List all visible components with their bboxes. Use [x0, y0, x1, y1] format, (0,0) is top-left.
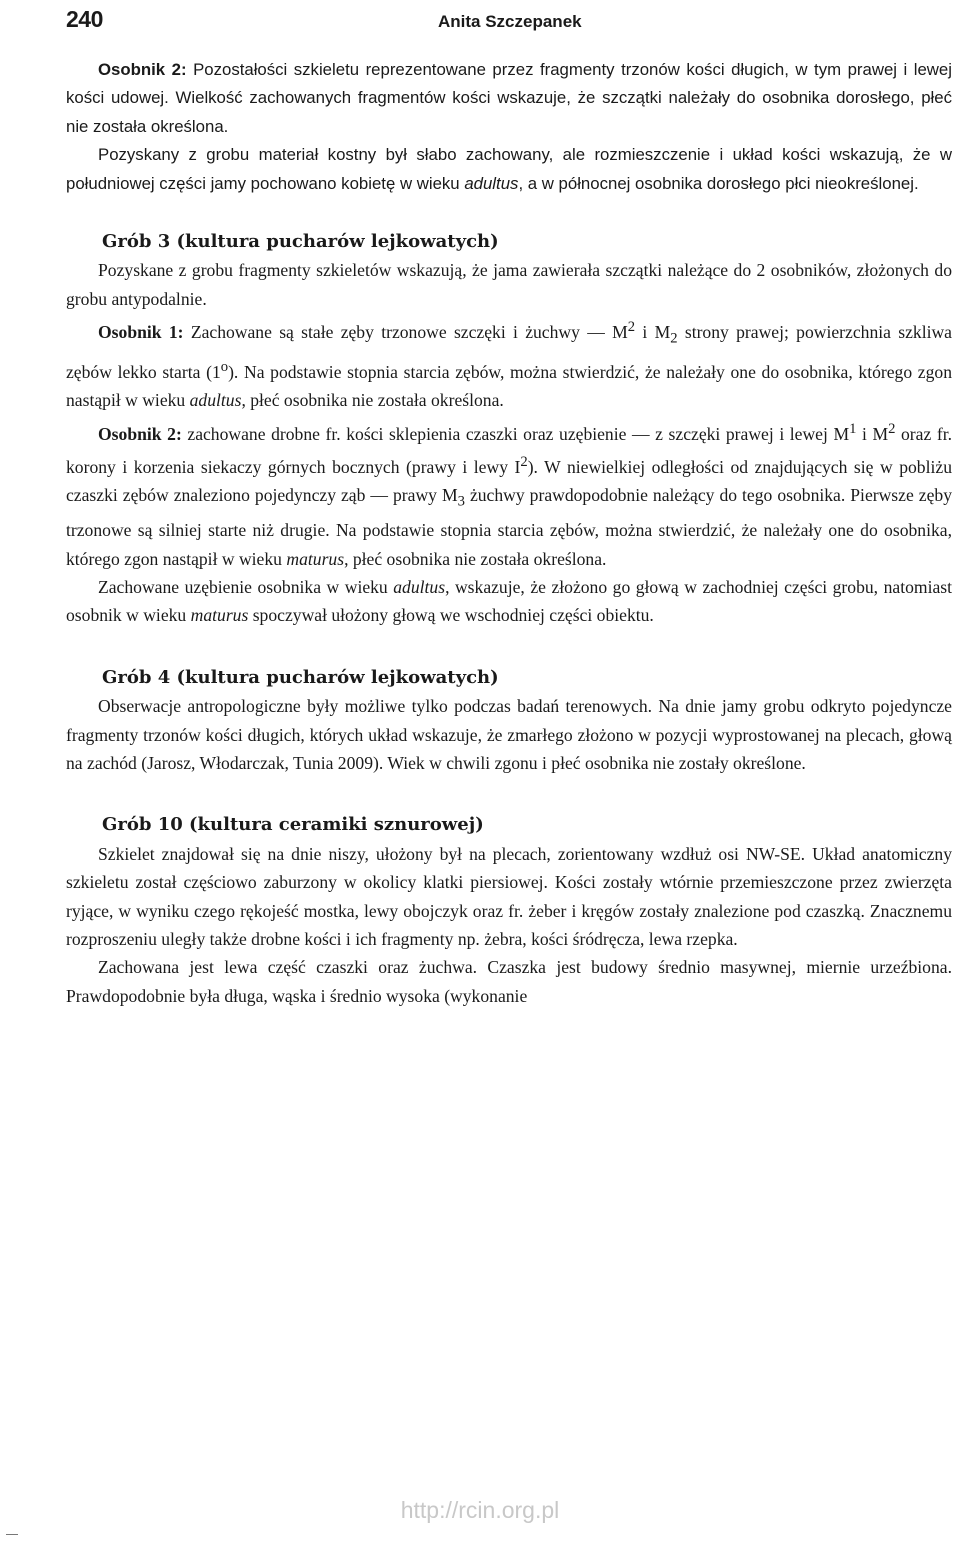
paragraph-text: i M: [635, 322, 671, 343]
page-number: 240: [66, 6, 103, 32]
paragraph-text: Zachowane uzębienie osobnika w wieku: [98, 576, 394, 597]
paragraph: [66, 415, 952, 573]
article-body: [66, 56, 952, 1010]
paragraph-text: żuchwy prawdopodobnie należący do tego osobnika. Pierwsze zęby trzonowe są silniej starte niż drugie. Na podstawie stopnia starcia zębów, można stwierdzić, że należały one do osobnika, którego zgon nastąpił w wieku: [66, 485, 952, 569]
paragraph: [66, 141, 952, 198]
superscript: 2: [520, 453, 528, 470]
paragraph: [66, 56, 952, 141]
footer-url: http://rcin.org.pl: [400, 1497, 560, 1523]
superscript: 2: [627, 319, 636, 336]
paragraph: Obserwacje antropologiczne były możliwe tylko podczas badań terenowych. Na dnie jamy grobu odkryto pojedyncze fragmenty trzonów kości długich, których układ wskazuje, że zmarłego złożono w pozycji wyprostowanej na plecach, głową na zachód (Jarosz, Włodarczak, Tunia 2009). Wiek w chwili zgonu i płeć osobnika nie zostały określone.: [66, 696, 952, 773]
section-individual-2-prev: [66, 56, 952, 198]
age-term: maturus: [286, 548, 345, 569]
paragraph-text: , a w północnej osobnika dorosłego płci nieokreślonej.: [518, 173, 919, 193]
paragraph-text: zachowane drobne fr. kości sklepienia czaszki oraz uzębienie — z szczęki prawej i lewej M: [181, 423, 850, 444]
paragraph-text: , płeć osobnika nie została określona.: [344, 548, 607, 569]
paragraph-text: spoczywał ułożony głową we wschodniej części obiektu.: [248, 605, 654, 626]
paragraph-text: oraz fr. korony i korzenia siekaczy górnych bocznych (prawy i lewy I: [66, 423, 952, 477]
running-author: Anita Szczepanek: [438, 12, 582, 31]
individual-label: Osobnik 2:: [98, 60, 187, 79]
section-grave-10: [66, 811, 952, 1010]
paragraph-text: , płeć osobnika nie została określona.: [241, 390, 504, 411]
paragraph: [66, 573, 952, 630]
paragraph-text: Zachowane są stałe zęby trzonowe szczęki i żuchwy — M: [183, 322, 628, 343]
section-heading: Grób 4 (kultura pucharów lejkowatych): [102, 666, 499, 688]
subscript: 2: [670, 330, 678, 347]
superscript: 2: [888, 420, 896, 437]
paragraph-text: strony prawej; powierzchnia szkliwa zębów lekko starta (1: [66, 322, 952, 382]
section-grave-3: [66, 228, 952, 630]
paragraph-text: i M: [856, 423, 889, 444]
section-heading: Grób 10 (kultura ceramiki sznurowej): [102, 814, 484, 836]
age-term: adultus: [393, 576, 446, 597]
paragraph-text: Pozostałości szkieletu reprezentowane przez fragmenty trzonów kości długich, w tym prawej i lewej kości udowej. Wielkość zachowanych fragmentów kości wskazuje, że szczątki należały do osobnika dorosłego, płeć nie została określona.: [66, 60, 952, 136]
age-term: adultus: [189, 390, 242, 411]
superscript: o: [220, 359, 229, 376]
individual-label: Osobnik 1:: [98, 322, 184, 343]
paragraph: Zachowana jest lewa część czaszki oraz żuchwa. Czaszka jest budowy średnio masywnej, miernie urzeźbiona. Prawdopodobnie była długa, wąska i średnio wysoka (wykonanie: [66, 957, 952, 1006]
paragraph: Szkielet znajdował się na dnie niszy, ułożony był na plecach, zorientowany wzdłuż osi NW-SE. Układ anatomiczny szkieletu został częściowo zaburzony w okolicy klatki piersiowej. Kości zostały wtórnie przemieszczone przez zwierzęta ryjące, w wyniku czego rękojeść mostka, lewy obojczyk oraz fr. żeber i kręgów zostały znalezione pod czaszką. Znacznemu rozproszeniu uległy także drobne kości i ich fragmenty np. żebra, kości śródręcza, lewa rzepka.: [66, 843, 952, 950]
individual-label: Osobnik 2:: [98, 423, 182, 444]
paragraph-text: ). W niewielkiej odległości od znajdujących się w pobliżu czaszki zębów znaleziono pojedynczy ząb — prawy M: [66, 456, 952, 506]
paragraph-text: ). Na podstawie stopnia starcia zębów, można stwierdzić, że należały one do osobnika, którego zgon nastąpił w wieku: [66, 361, 952, 411]
paragraph-text: , wskazuje, że złożono go głową w zachodniej części grobu, natomiast osobnik w wieku: [66, 576, 952, 626]
paragraph: Pozyskane z grobu fragmenty szkieletów wskazują, że jama zawierała szczątki należące do 2 osobników, złożonych do grobu antypodalnie.: [66, 260, 952, 309]
scan-edge-mark: [6, 1534, 18, 1535]
superscript: 1: [849, 420, 857, 437]
subscript: 3: [457, 493, 465, 510]
paragraph: [66, 313, 952, 414]
age-term: maturus: [190, 605, 249, 626]
page-header: [66, 6, 946, 42]
section-grave-4: [66, 664, 952, 778]
age-term: adultus: [464, 173, 519, 193]
paragraph-text: Pozyskany z grobu materiał kostny był słabo zachowany, ale rozmieszczenie i układ kości wskazują, że w południowej części jamy pochowano kobietę w wieku: [66, 145, 952, 193]
section-heading: Grób 3 (kultura pucharów lejkowatych): [102, 231, 499, 253]
